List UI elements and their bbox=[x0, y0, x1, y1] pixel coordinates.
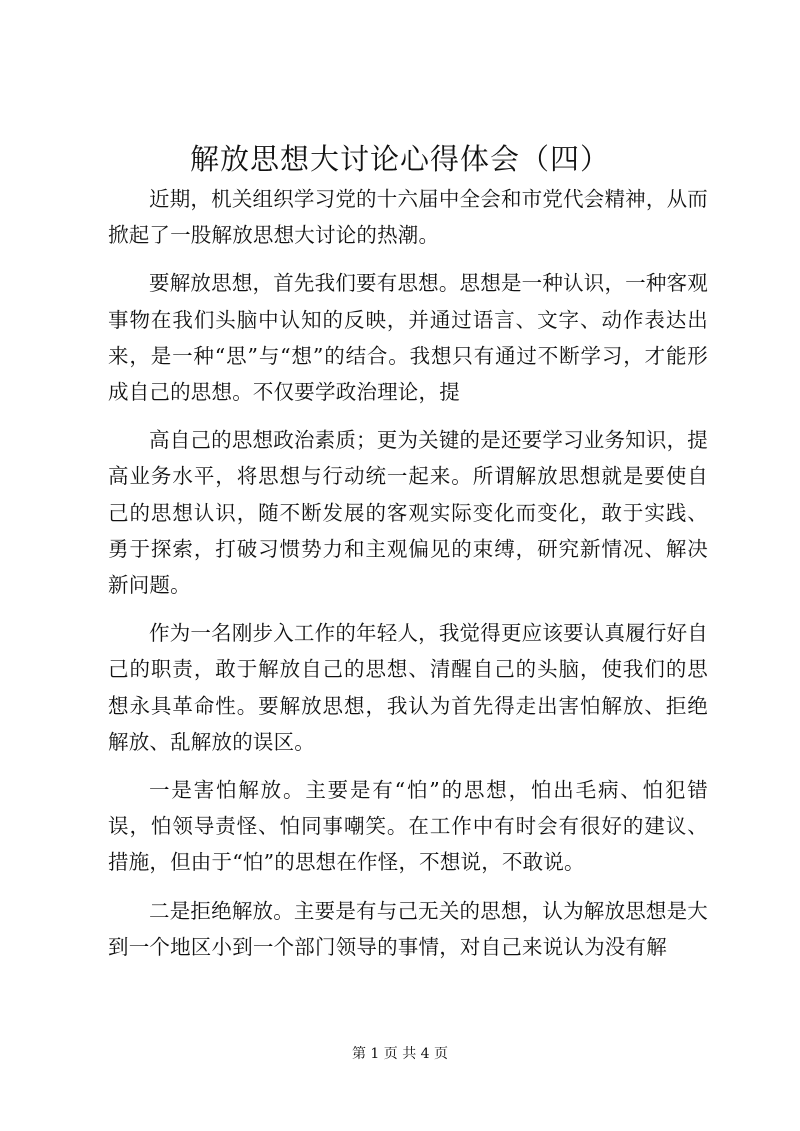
document-body bbox=[108, 181, 708, 977]
paragraph: 二是拒绝解放。主要是有与己无关的思想，认为解放思想是大到一个地区小到一个部门领导的事情，对自己来说认为没有解 bbox=[108, 898, 708, 959]
paragraph: 作为一名刚步入工作的年轻人，我觉得更应该要认真履行好自己的职责，敢于解放自己的思想、清醒自己的头脑，使我们的思想永具革命性。要解放思想，我认为首先得走出害怕解放、拒绝解放、乱解放的误区。 bbox=[108, 621, 708, 754]
page-footer: 第 1 页 共 4 页 bbox=[351, 1046, 449, 1062]
paragraph: 高自己的思想政治素质；更为关键的是还要学习业务知识，提高业务水平，将思想与行动统一起来。所谓解放思想就是要使自己的思想认识，随不断发展的客观实际变化而变化，敢于实践、勇于探索，打破习惯势力和主观偏见的束缚，研究新情况、解决新问题。 bbox=[108, 428, 708, 598]
document-title: 解放思想大讨论心得体会（四） bbox=[189, 142, 610, 176]
paragraph: 一是害怕解放。主要是有“怕”的思想，怕出毛病、怕犯错误，怕领导责怪、怕同事嘲笑。在工作中有时会有很好的建议、措施，但由于“怕”的思想在作怪，不想说，不敢说。 bbox=[108, 778, 708, 875]
paragraph: 要解放思想，首先我们要有思想。思想是一种认识，一种客观事物在我们头脑中认知的反映，并通过语言、文字、动作表达出来，是一种“思”与“想”的结合。我想只有通过不断学习，才能形成自己的思想。不仅要学政治理论，提 bbox=[108, 271, 708, 405]
paragraph: 近期，机关组织学习党的十六届中全会和市党代会精神，从而掀起了一股解放思想大讨论的热潮。 bbox=[108, 187, 708, 248]
